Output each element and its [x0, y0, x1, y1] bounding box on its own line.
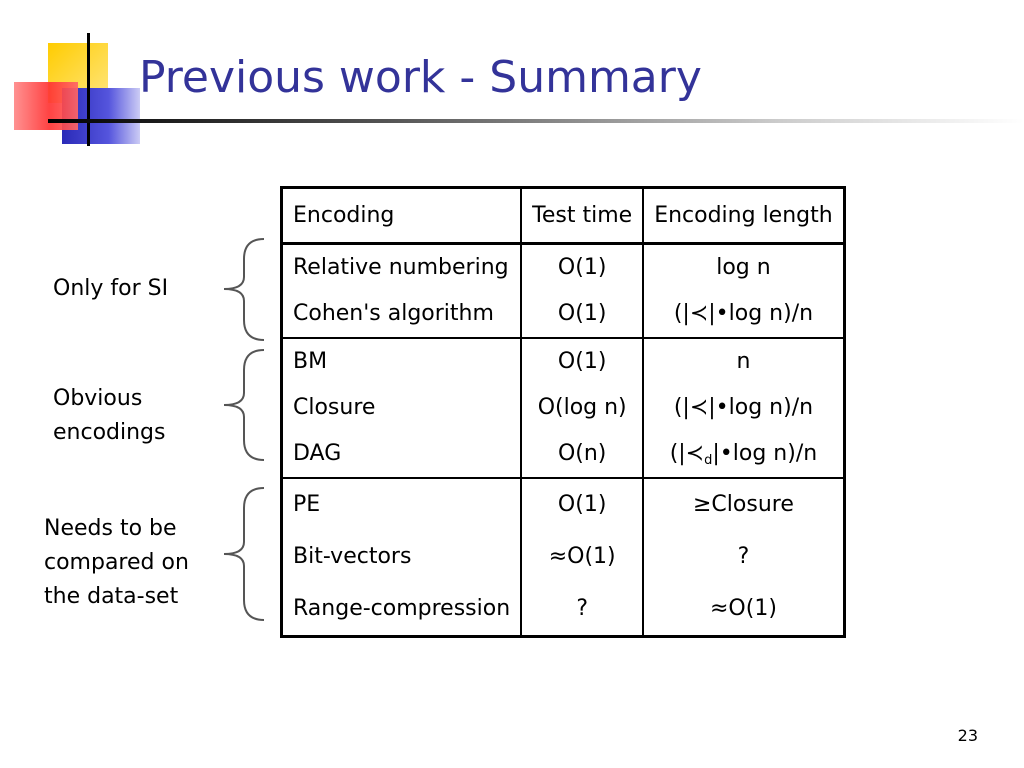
logo-vertical-line	[87, 33, 90, 146]
length-suffix: |•log n)/n	[712, 441, 818, 466]
encoding-length-cell	[643, 244, 844, 339]
encoding-length-cell	[643, 478, 844, 637]
page-number: 23	[957, 726, 978, 745]
test-time-cell	[521, 244, 643, 339]
table-cell: ≈O(1)	[709, 596, 777, 621]
table-cell: Relative numbering	[293, 255, 509, 280]
header-encoding: Encoding	[282, 188, 522, 244]
table-cell	[654, 431, 833, 477]
table-cell: (|≺|•log n)/n	[673, 395, 814, 420]
table-cell: ?	[576, 596, 589, 621]
table-cell: O(n)	[557, 441, 607, 466]
encoding-cell	[282, 478, 522, 637]
table-cell: O(1)	[557, 349, 607, 374]
table-cell: Closure	[293, 395, 376, 420]
table-cell: Cohen's algorithm	[293, 301, 494, 326]
group-label-needs-comparison: Needs to be compared on the data-set	[44, 516, 189, 609]
curly-brace-icon	[220, 486, 270, 622]
table-row-group	[282, 478, 845, 637]
table-cell: ≥Closure	[693, 492, 794, 517]
table-cell: O(log n)	[537, 395, 627, 420]
slide-title: Previous work - Summary	[139, 52, 702, 103]
encoding-length-cell	[643, 338, 844, 478]
table-cell: (|≺|•log n)/n	[673, 301, 814, 326]
table-header-row	[282, 188, 845, 244]
title-underline	[48, 119, 1024, 123]
table-cell: O(1)	[557, 492, 607, 517]
table-cell: PE	[293, 492, 321, 517]
header-test-time: Test time	[521, 188, 643, 244]
group-label-obvious-encodings: Obvious encodings	[53, 386, 166, 445]
table-cell: Range-compression	[293, 596, 511, 621]
curly-brace-icon	[220, 237, 270, 342]
summary-table	[280, 186, 846, 638]
table-cell: n	[736, 349, 751, 374]
encoding-cell	[282, 338, 522, 478]
table-row-group	[282, 244, 845, 339]
curly-brace-icon	[220, 348, 270, 462]
table-cell: O(1)	[557, 255, 607, 280]
group-label-only-for-si: Only for SI	[53, 276, 169, 301]
table-cell: BM	[293, 349, 328, 374]
table-cell: ≈O(1)	[548, 544, 616, 569]
slide-logo-icon	[0, 0, 160, 160]
table-cell: ?	[737, 544, 750, 569]
table-cell: log n	[716, 255, 771, 280]
test-time-cell	[521, 338, 643, 478]
table-cell: Bit-vectors	[293, 544, 412, 569]
encoding-cell	[282, 244, 522, 339]
table-row-group	[282, 338, 845, 478]
length-prefix: (|≺	[669, 441, 705, 466]
table-cell: O(1)	[557, 301, 607, 326]
test-time-cell	[521, 478, 643, 637]
length-subscript: d	[704, 453, 713, 468]
header-encoding-length: Encoding length	[643, 188, 844, 244]
table-cell: DAG	[293, 441, 342, 466]
